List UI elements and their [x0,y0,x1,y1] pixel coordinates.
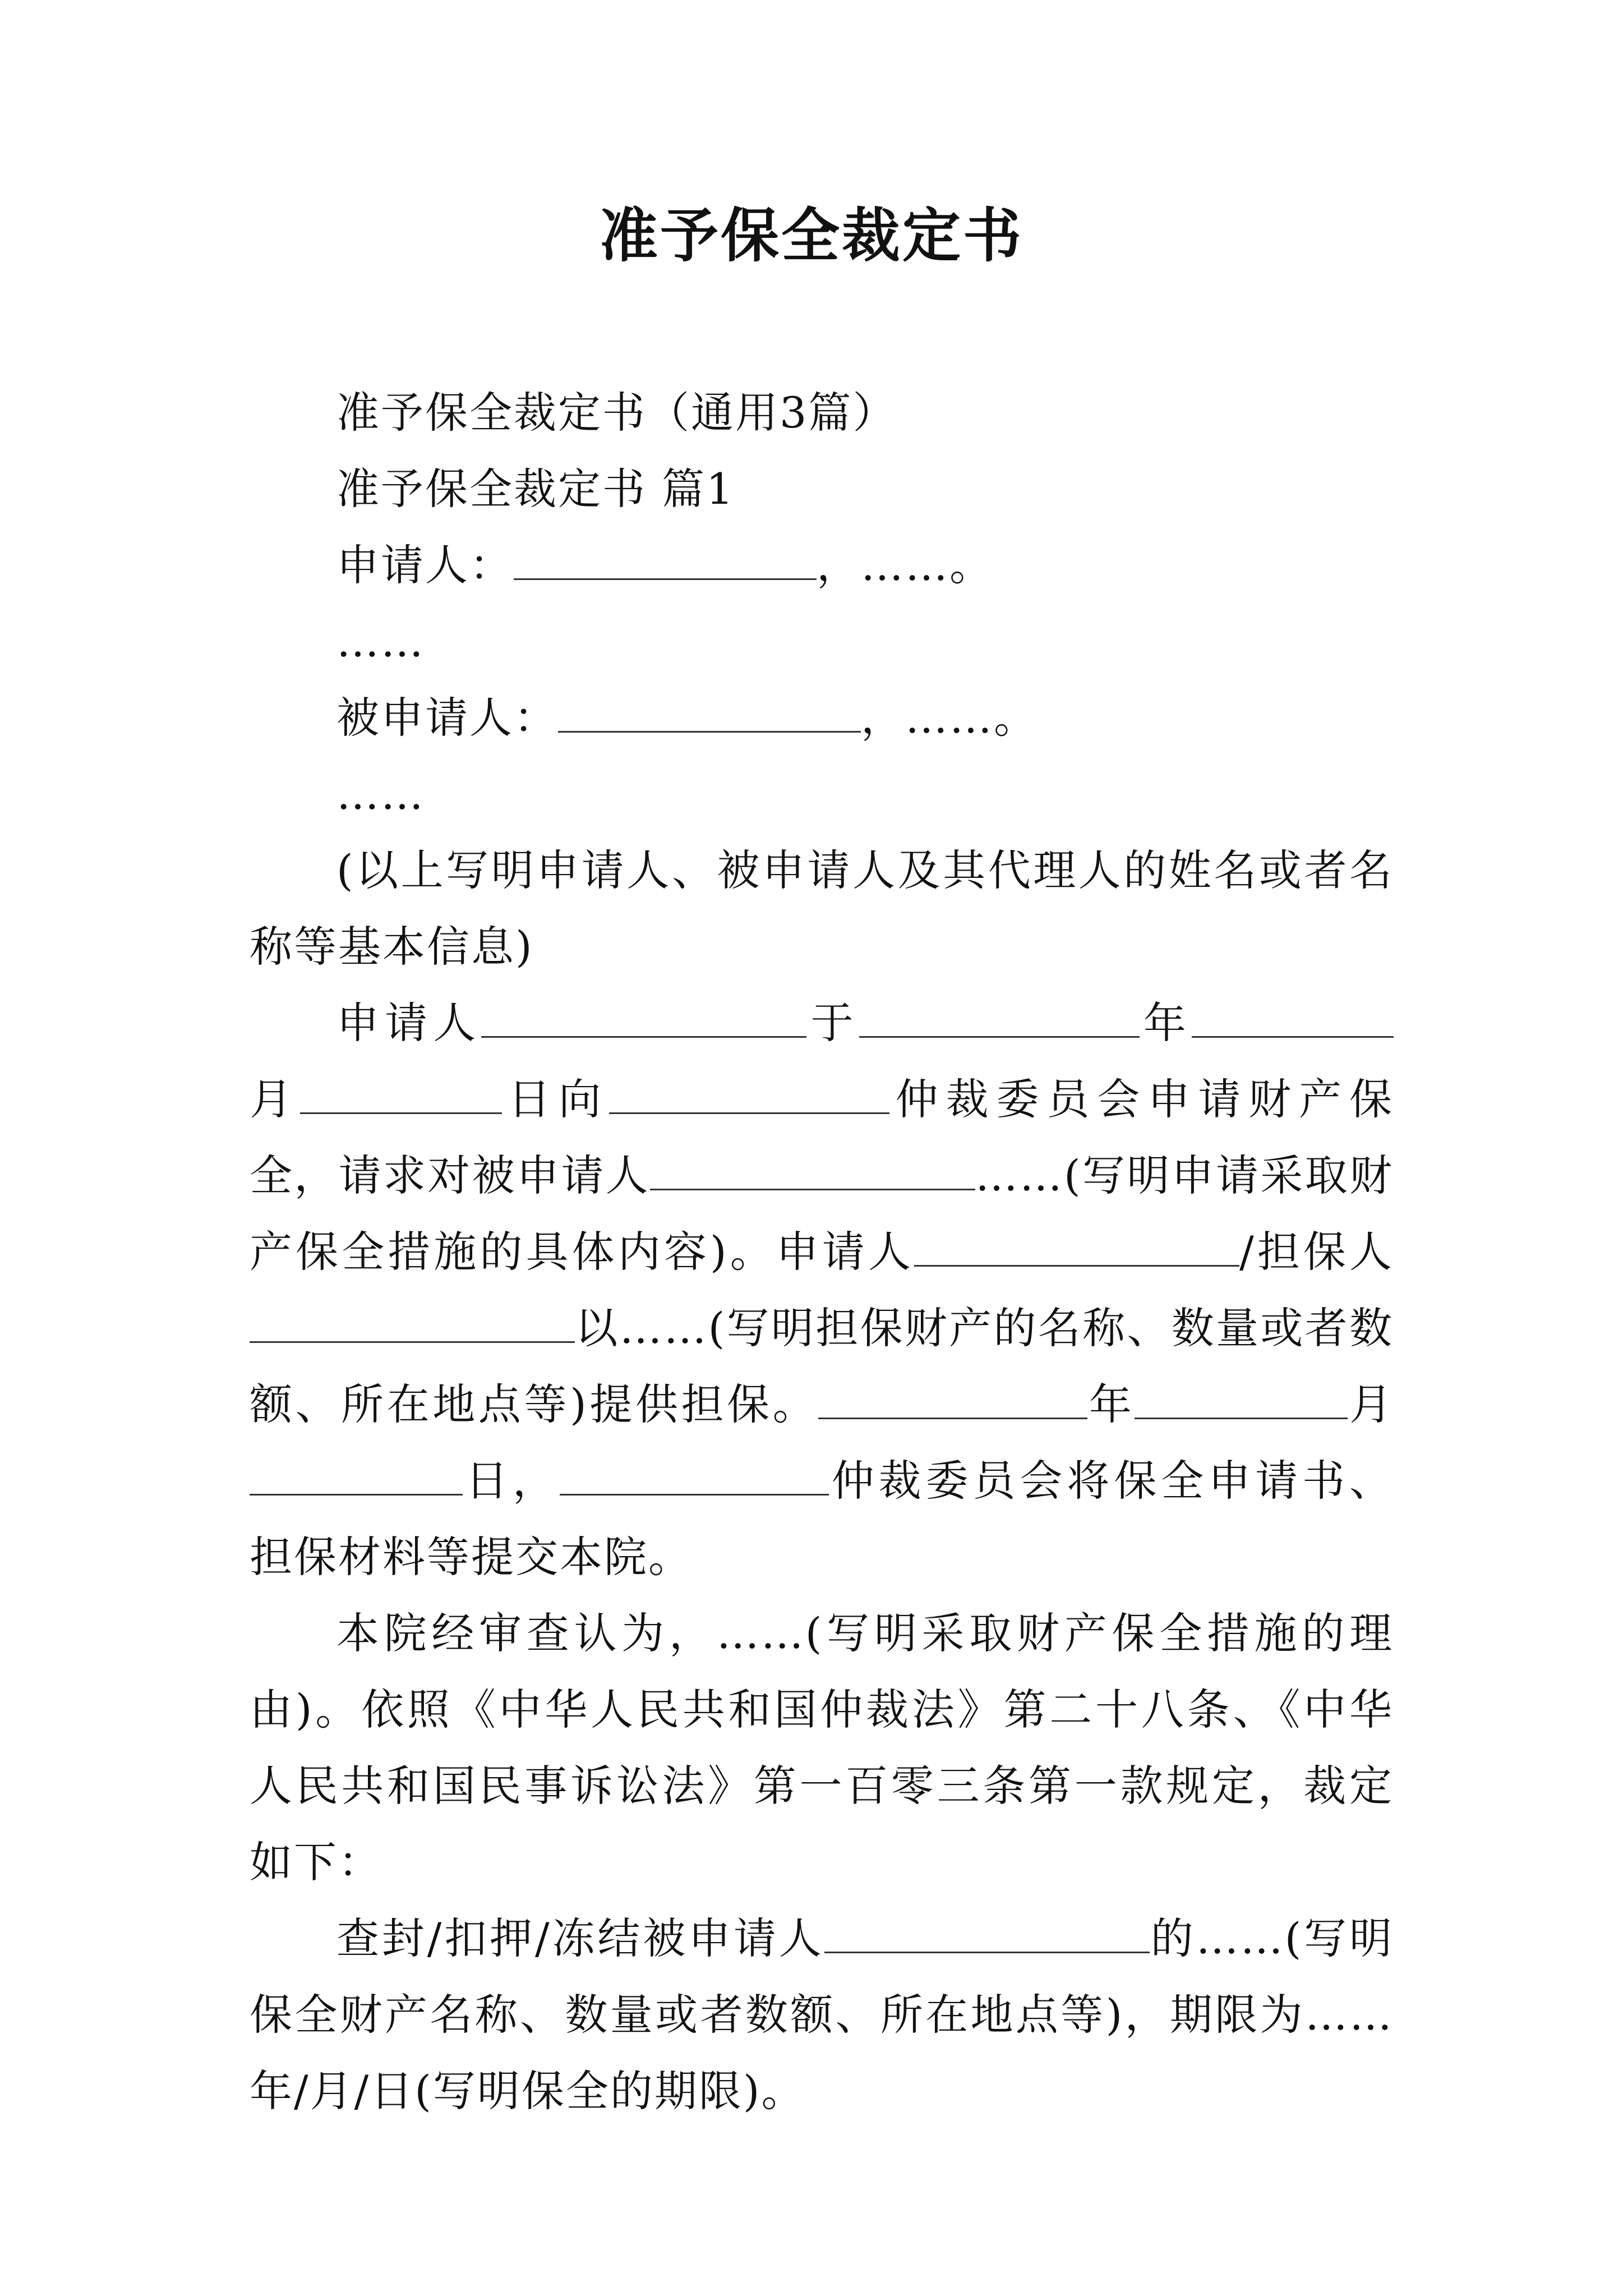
respondent-blank [558,696,861,733]
section-heading: 准予保全裁定书 篇1 [336,464,735,514]
blank-field [818,1383,1087,1419]
blank-field [300,1078,502,1114]
blank-field [650,1154,975,1190]
document-body [250,375,1394,2129]
text-segment: 于 [806,998,859,1048]
paragraph-application [250,985,1394,1595]
document-title: 准予保全裁定书 [599,201,1023,270]
blank-field [824,1917,1150,1953]
blank-field [250,1459,463,1496]
text-segment: 的……(写明保全财产名称、数量或者数额、所在地点等)，期限为……年/月/日(写明保全的期限)。 [250,1913,1394,2116]
applicant-line [250,527,1394,604]
text-segment: 月 [1348,1379,1394,1429]
blank-field [560,1459,829,1496]
text-segment: 申请人 [336,998,482,1048]
respondent-tail: ，……。 [861,693,1038,743]
text-segment: /担保人 [1239,1227,1394,1277]
text-segment: ……(写明申请采取财产保全措施的具体内容)。申请人 [250,1151,1394,1277]
ellipsis-line: …… [336,616,425,666]
respondent-line [250,680,1394,756]
text-segment: 查封/扣押/冻结被申请人 [336,1913,824,1963]
text-segment: 以……(写明担保财产的名称、数量或者数额、所在地点等)提供担保。 [250,1303,1394,1429]
parties-note: (以上写明申请人、被申请人及其代理人的姓名或者名称等基本信息) [250,845,1394,972]
text-segment: 日， [463,1456,560,1506]
blank-field [481,1001,806,1038]
applicant-blank [514,544,817,580]
text-segment: 月 [250,1074,300,1124]
blank-field [914,1230,1239,1267]
paragraph-ruling [250,1901,1394,2129]
blank-field [609,1078,889,1114]
text-segment: 仲裁委员会将保全申请书、担保材料等提交本院。 [250,1456,1394,1582]
applicant-tail: ，……。 [817,540,994,590]
document-subtitle: 准予保全裁定书（通用3篇） [336,388,897,438]
applicant-label: 申请人： [336,540,514,590]
blank-field [1192,1001,1394,1038]
respondent-label: 被申请人： [336,693,558,743]
blank-field [1135,1383,1348,1419]
text-segment: 仲裁委员会申请财产保全，请求对被申请人 [250,1074,1394,1200]
text-segment: 年 [1139,998,1192,1048]
paragraph-reasoning: 本院经审查认为，……(写明采取财产保全措施的理由)。依照《中华人民共和国仲裁法》第二十八条、《中华人民共和国民事诉讼法》第一百零三条第一款规定，裁定如下： [250,1608,1394,1887]
blank-field [859,1001,1140,1038]
blank-field [250,1306,575,1343]
text-segment: 年 [1087,1379,1135,1429]
ellipsis-line: …… [336,769,425,819]
text-segment: 日向 [501,1074,609,1124]
